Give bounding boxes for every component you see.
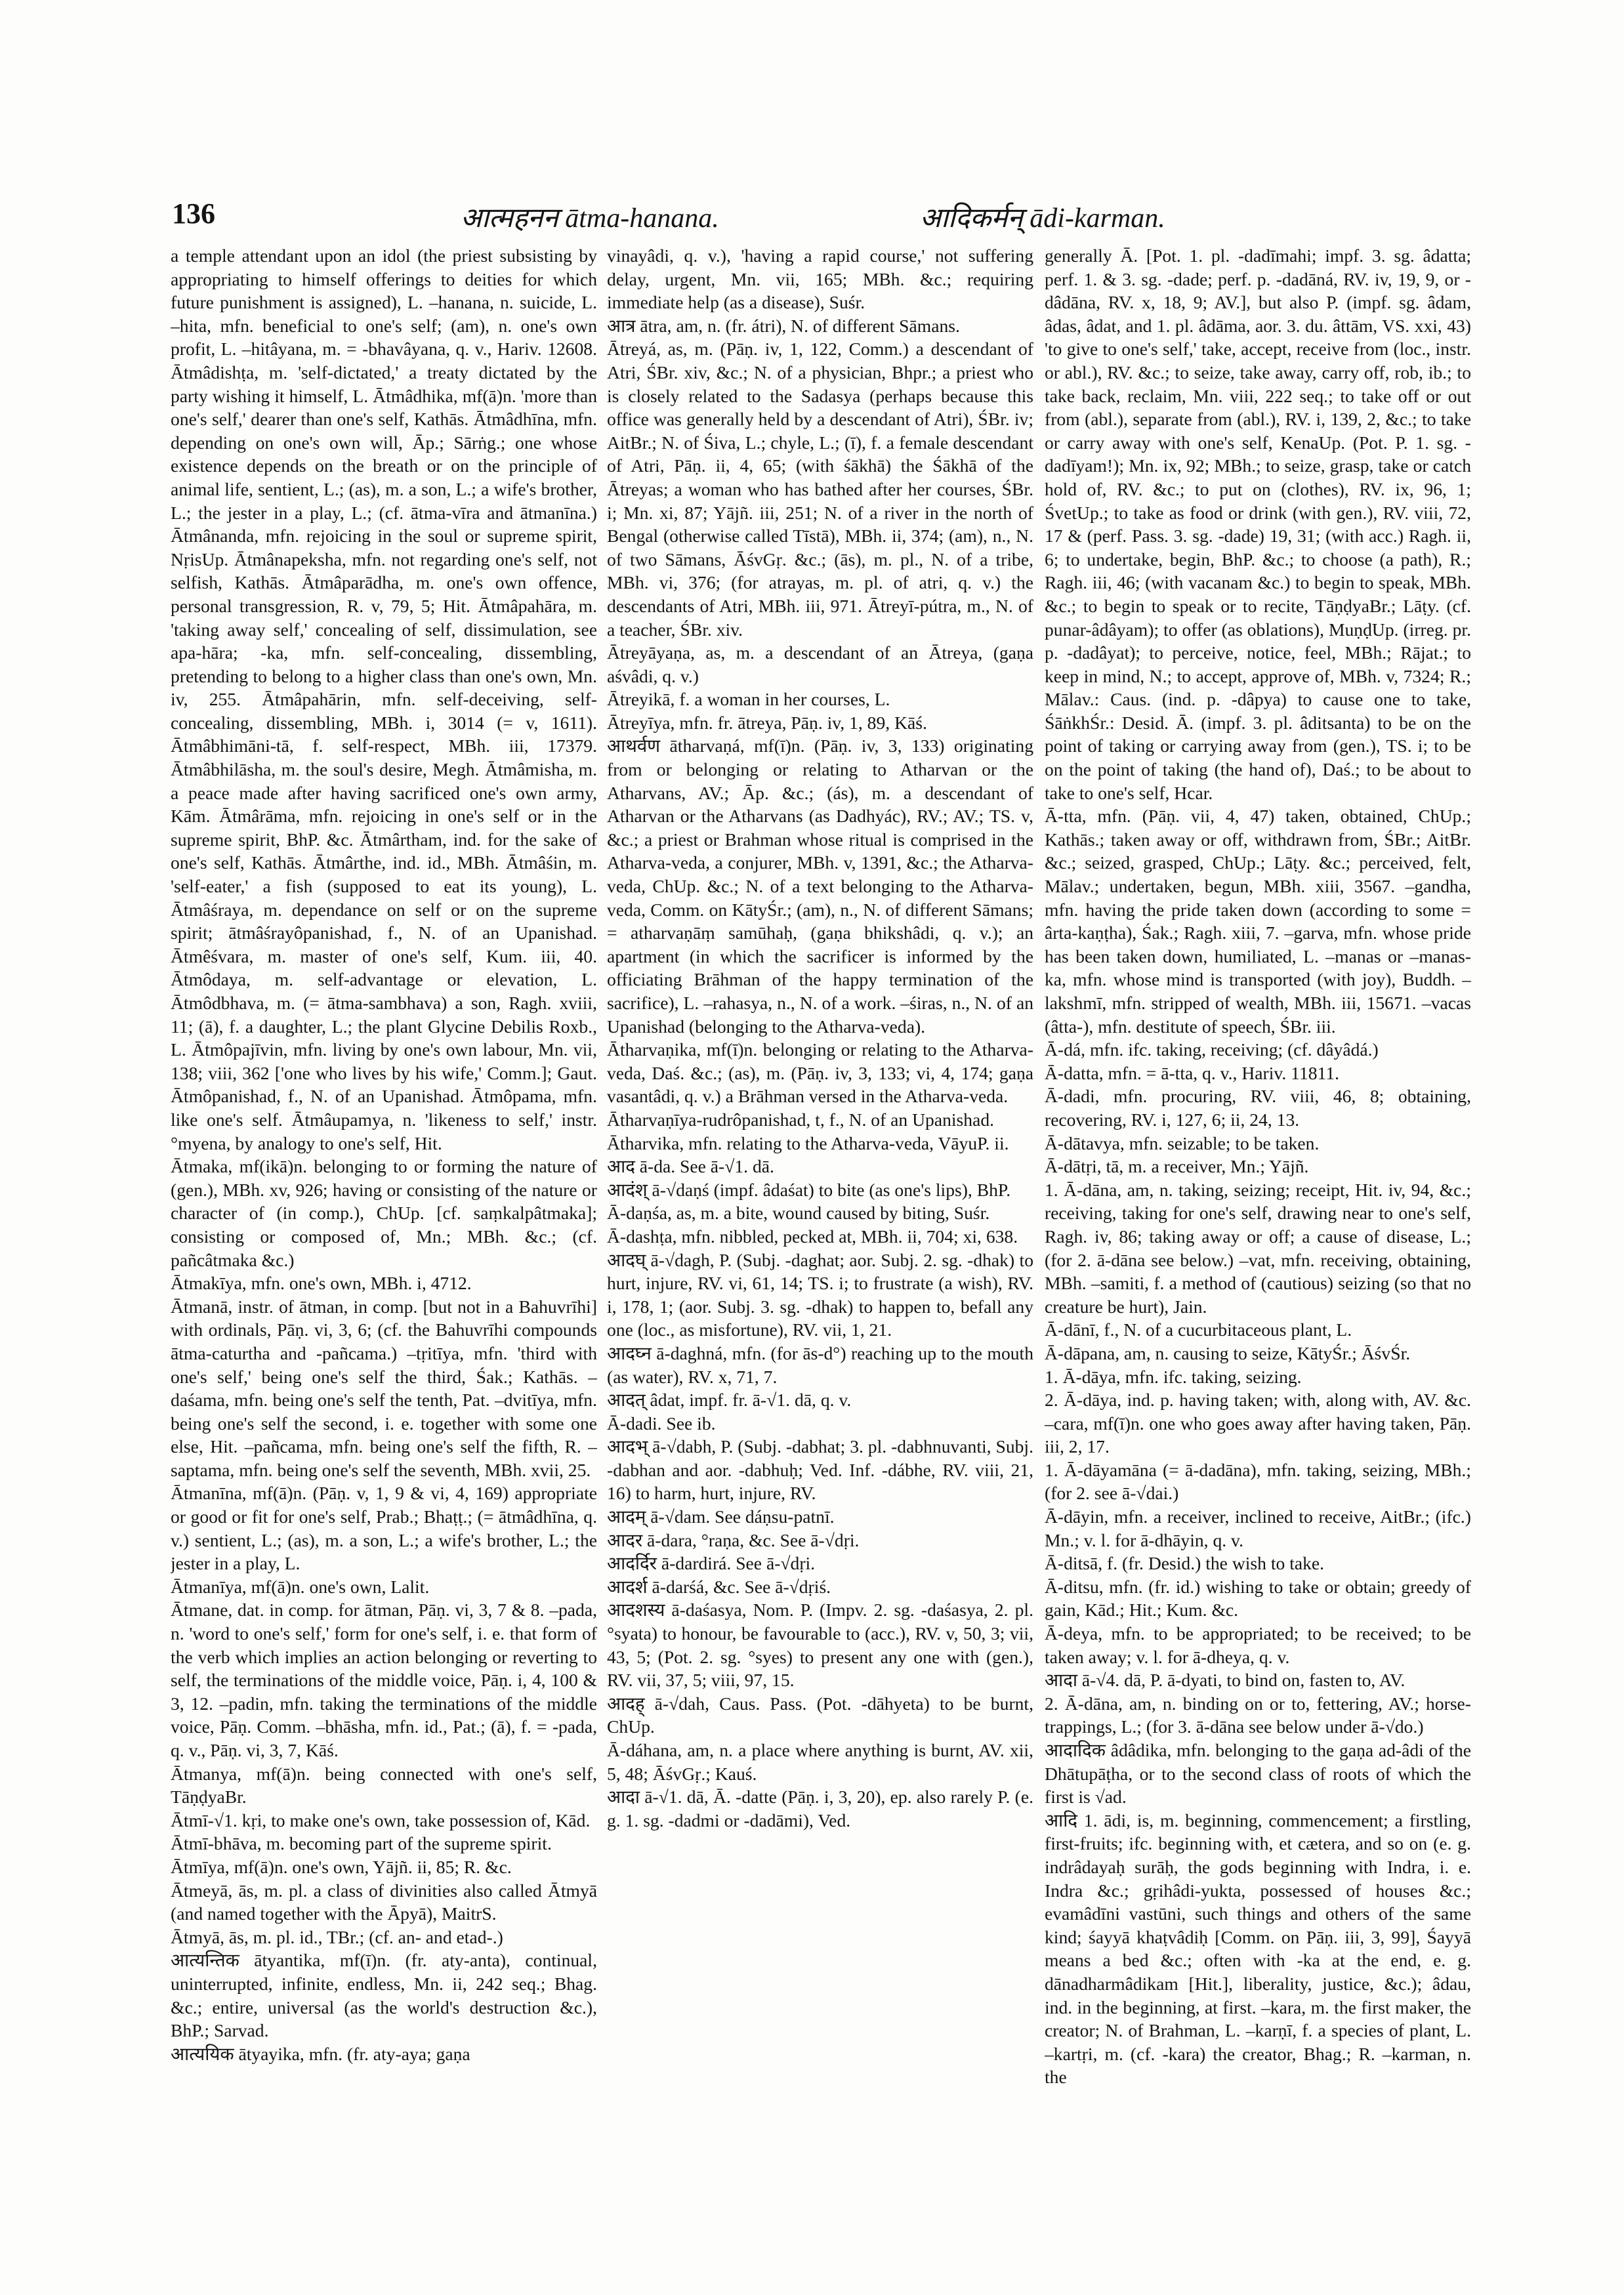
page-number: 136 [172,197,215,230]
dictionary-entry: Ātmīya, mf(ā)n. one's own, Yājñ. ii, 85; R. &c. [171,1856,512,1877]
dictionary-entry: Ātmanya, mf(ā)n. being connected with one's self, TāṇḍyaBr. [171,1763,597,1808]
dictionary-entry: आत्र ātra, am, n. (fr. átri), N. of different Sāmans. [607,315,960,336]
column-2 [607,244,1033,2265]
dictionary-entry: Ā-dāpana, am, n. causing to seize, KātyŚr.; ĀśvŚr. [1045,1342,1411,1363]
running-head-right: आदिकर्मन् ādi-karman. [920,203,1165,234]
dictionary-entry: vinayâdi, q. v.), 'having a rapid course,' not suffering delay, urgent, Mn. vii, 165; MBh. &c.; requiring immediate help (as a disease), Suśr. [607,245,1033,313]
dictionary-entry: generally Ā. [Pot. 1. pl. -dadīmahi; impf. 3. sg. âdatta; perf. 1. & 3. sg. -dade; perf. p. -dadāná, RV. iv, 19, 9, or -dâdāna, RV. x, 18, 9; AV.], but also P. (impf. sg. âdam, âdas, âdat, and 1. pl. âdāma, aor. 3. du. âttām, VS. xxi, 43) 'to give to one's self,' take, accept, receive from (loc., instr. or abl.), RV. &c.; to seize, take away, carry off, rob, ib.; to take back, reclaim, Mn. viii, 222 seq.; to take off or out from (abl.), separate from (abl.), RV. i, 139, 2, &c.; to take or carry away with one's self, KenaUp. (Pot. P. 1. sg. -dadīyam!); Mn. ix, 92; MBh.; to seize, grasp, take or catch hold of, RV. &c.; to put on (clothes), RV. ix, 96, 1; ŚvetUp.; to take as food or drink (with gen.), RV. viii, 72, 17 & (perf. Pass. 3. sg. -dade) 19, 31; (with acc.) Ragh. ii, 6; to undertake, begin, BhP. &c.; to choose (a path), R.; Ragh. iii, 46; (with vacanam &c.) to begin to speak, MBh. &c.; to begin to speak or to recite, TāṇḍyaBr.; Lāṭy. (cf. punar-âdâyam); to offer (as oblations), MuṇḍUp. (irreg. pr. p. -dadâyat); to perceive, notice, feel, MBh.; Rājat.; to keep in mind, N.; to accept, approve of, MBh. v, 7324; R.; Mālav.: Caus. (ind. p. -dâpya) to cause one to take, ŚāṅkhŚr.: Desid. Ā. (impf. 3. pl. âditsanta) to be on the point of taking or carrying away from (gen.), TS. i; to be on the point of taking (the hand of), Daś.; to be about to take to one's self, Hcar. [1045,245,1471,803]
dictionary-entry: आत्ययिक ātyayika, mfn. (fr. aty-aya; gaṇa [171,2043,470,2064]
dictionary-entry: Ā-dātavya, mfn. seizable; to be taken. [1045,1132,1320,1153]
dictionary-entry: आदर्दिर ā-dardirá. See ā-√dṛi. [607,1553,816,1574]
dictionary-entry: Ātmanīna, mf(ā)n. (Pāṇ. v, 1, 9 & vi, 4, 169) appropriate or good or fit for one's self, Prab.; Bhaṭṭ.; (= ātmâdhīna, q. v.) sentient, L.; (as), m. a son, L.; a wife's brother, L.; the jester in a play, L. [171,1483,597,1574]
dictionary-entry: Ā-dāyin, mfn. a receiver, inclined to receive, AitBr.; (ifc.) Mn.; v. l. for ā-dhāyin, q. v. [1045,1506,1471,1550]
dictionary-entry: Ā-tta, mfn. (Pāṇ. vii, 4, 47) taken, obtained, ChUp.; Kathās.; taken away or off, withdrawn from, ŚBr.; AitBr. &c.; seized, grasped, ChUp.; Lāṭy. &c.; perceived, felt, Mālav.; undertaken, begun, MBh. xiii, 3567. –gandha, mfn. having the pride taken down (according to some = ârta-kaṇṭha), Śak.; Ragh. xiii, 7. –garva, mfn. whose pride has been taken down, humiliated, L. –manas or –manas-ka, mfn. whose mind is transported (with joy), Buddh. –lakshmī, mfn. stripped of wealth, MBh. iii, 15671. –vacas (âtta-), mfn. destitute of speech, ŚBr. iii. [1045,806,1471,1037]
dictionary-entry: Ā-dānī, f., N. of a cucurbitaceous plant, L. [1045,1319,1352,1340]
dictionary-entry: Ātmakīya, mfn. one's own, MBh. i, 4712. [171,1273,472,1294]
dictionary-entry: 1. Ā-dāna, am, n. taking, seizing; receipt, Hit. iv, 94, &c.; receiving, taking for one's self, drawing near to one's self, Ragh. iv, 86; taking away or off; a cause of disease, L.; (for 2. ā-dāna see below.) –vat, mfn. receiving, obtaining, MBh. –samiti, f. a method of (cautious) seizing (so that no creature be hurt), Jain. [1045,1179,1471,1317]
dictionary-entry: आदघ् ā-√dagh, P. (Subj. -daghat; aor. Subj. 2. sg. -dhak) to hurt, injure, RV. vi, 61, 14; TS. i; to frustrate (a wish), RV. i, 178, 1; (aor. Subj. 3. sg. -dhak) to happen to, befall any one (loc., as misfortune), RV. vii, 1, 21. [607,1249,1033,1340]
dictionary-entry: आदघ्न ā-daghná, mfn. (for ās-d°) reaching up to the mouth (as water), RV. x, 71, 7. [607,1342,1033,1387]
dictionary-entry: Ātmī-bhāva, m. becoming part of the supreme spirit. [171,1833,552,1854]
dictionary-entry: आथर्वण ātharvaṇá, mf(ī)n. (Pāṇ. iv, 3, 133) originating from or belonging or relating to Atharvan or the Atharvans, AV.; Āp. &c.; (ás), m. a descendant of Atharvan or the Atharvans (as Dadhyác), RV.; AV.; TS. v, &c.; a priest or Brahman whose ritual is comprised in the Atharva-veda, a conjurer, MBh. v, 1391, &c.; the Atharva-veda, ChUp. &c.; N. of a text belonging to the Atharva-veda, Comm. on KātyŚr.; (am), n., N. of different Sāmans; = atharvaṇāṃ samūhaḥ, (gaṇa bhikshâdi, q. v.); an apartment (in which the sacrificer is informed by the officiating Brāhman of the happy termination of the sacrifice), L. –rahasya, n., N. of a work. –śiras, n., N. of an Upanishad (belonging to the Atharva-veda). [607,735,1033,1037]
dictionary-entry: Ātharvaṇīya-rudrôpanishad, t, f., N. of an Upanishad. [607,1109,995,1130]
dictionary-entry: आदभ् ā-√dabh, P. (Subj. -dabhat; 3. pl. -dabhnuvanti, Subj. -dabhan and aor. -dabhuḥ; Ved. Inf. -dábhe, RV. viii, 21, 16) to harm, hurt, injure, RV. [607,1436,1033,1504]
dictionary-entry: Ātmī-√1. kṛi, to make one's own, take possession of, Kād. [171,1809,591,1830]
dictionary-entry: Ātreyikā, f. a woman in her courses, L. [607,689,890,710]
dictionary-entry: आदा ā-√4. dā, P. ā-dyati, to bind on, fasten to, AV. [1045,1670,1405,1691]
dictionary-entry: आदर ā-dara, °raṇa, &c. See ā-√dṛi. [607,1529,860,1550]
dictionary-entry: 2. Ā-dāya, ind. p. having taken; with, along with, AV. &c. –cara, mf(ī)n. one who goes away after having taken, Pāṇ. iii, 2, 17. [1045,1390,1471,1457]
dictionary-entry: Ātharvaṇika, mf(ī)n. belonging or relating to the Atharva-veda, Daś. &c.; (as), m. (Pāṇ. iv, 3, 133; vi, 4, 174; gaṇa vasantâdi, q. v.) a Brāhman versed in the Atharva-veda. [607,1039,1033,1107]
dictionary-entry: आदम् ā-√dam. See dáṇsu-patnī. [607,1506,835,1527]
dictionary-entry: आदा ā-√1. dā, Ā. -datte (Pāṇ. i, 3, 20), ep. also rarely P. (e. g. 1. sg. -dadmi or -dadāmi), Ved. [607,1787,1033,1830]
dictionary-entry: Ātreyīya, mfn. fr. ātreya, Pāṇ. iv, 1, 89, Kāś. [607,712,927,733]
dictionary-entry: आदशस्य ā-daśasya, Nom. P. (Impv. 2. sg. -daśasya, 2. pl. °syata) to honour, be favourable to (acc.), RV. v, 50, 3; vii, 43, 5; (Pot. 2. sg. °syes) to present any one with (gen.), RV. vii, 37, 5; viii, 97, 15. [607,1600,1033,1691]
dictionary-entry: आदि 1. ādi, is, m. beginning, commencement; a firstling, first-fruits; ifc. beginning with, et cætera, and so on (e. g. indrâdayaḥ surāḥ, the gods beginning with Indra, i. e. Indra &c.; gṛihâdi-yukta, possessed of houses &c.; evamâdīni vastūni, such things and others of the same kind; śayyā khaṭvâdiḥ [Comm. on Pāṇ. iii, 3, 99], Śayyā means a bed &c.; often with -ka at the end, e. g. dānadharmâdikam [Hit.], liberality, justice, &c.); âdau, ind. in the beginning, at first. –kara, m. the first maker, the creator; N. of Brahman, L. –karṇī, f. a species of plant, L. –kartṛi, m. (cf. -kara) the creator, Bhag.; R. –karman, n. the [1045,1809,1471,2088]
dictionary-entry: Ā-dáhana, am, n. a place where anything is burnt, AV. xii, 5, 48; ĀśvGṛ.; Kauś. [607,1740,1033,1784]
column-3 [1045,244,1471,2265]
dictionary-entry: Ātmaka, mf(ikā)n. belonging to or forming the nature of (gen.), MBh. xv, 926; having or consisting of the nature or character of (in comp.), ChUp. [cf. saṃkalpâtmaka]; consisting or composed of, Mn.; MBh. &c.; (cf. pañcâtmaka &c.) [171,1156,597,1270]
dictionary-entry: 1. Ā-dāya, mfn. ifc. taking, seizing. [1045,1366,1302,1387]
dictionary-entry: आद ā-da. See ā-√1. dā. [607,1156,774,1177]
dictionary-entry: Ātreyá, as, m. (Pāṇ. iv, 1, 122, Comm.) a descendant of Atri, ŚBr. xiv, &c.; N. of a physician, Bhpr.; a priest who is closely related to the Sadasya (perhaps because this office was generally held by a descendant of Atri), ŚBr. iv; AitBr.; N. of Śiva, L.; chyle, L.; (ī), f. a female descendant of Atri, Pāṇ. ii, 4, 65; (with śākhā) the Śākhā of the Ātreyas; a woman who has bathed after her courses, ŚBr. i; Mn. xi, 87; Yājñ. iii, 251; N. of a river in the north of Bengal (otherwise called Tīstā), MBh. ii, 374; (am), n., N. of two Sāmans, ĀśvGṛ. &c.; (ās), m. pl., N. of a tribe, MBh. vi, 376; (for atrayas, m. pl. of atri, q. v.) the descendants of Atri, MBh. iii, 971. Ātreyī-pútra, m., N. of a teacher, ŚBr. xiv. [607,339,1033,640]
dictionary-entry: Ātharvika, mfn. relating to the Atharva-veda, VāyuP. ii. [607,1132,1009,1153]
dictionary-entry: Ā-dá, mfn. ifc. taking, receiving; (cf. dâyâdá.) [1045,1039,1379,1060]
running-head-left: आत्महनन ātma-hanana. [461,203,719,234]
dictionary-entry: Ātmyā, ās, m. pl. id., TBr.; (cf. an- and etad-.) [171,1926,503,1947]
dictionary-entry: Ātmeyā, ās, m. pl. a class of divinities also called Ātmyā (and named together with the Āpyā), MaitrS. [171,1880,597,1924]
dictionary-entry: Ā-ditsā, f. (fr. Desid.) the wish to take. [1045,1553,1325,1574]
dictionary-entry: Ātmane, dat. in comp. for ātman, Pāṇ. vi, 3, 7 & 8. –pada, n. 'word to one's self,' form for one's self, i. e. that form of the verb which implies an action belonging or reverting to self, the terminations of the middle voice, Pāṇ. i, 4, 100 & 3, 12. –padin, mfn. taking the terminations of the middle voice, Pāṇ. Comm. –bhāsha, mfn. id., Pat.; (ā), f. = -pada, q. v., Pāṇ. vi, 3, 7, Kāś. [171,1600,597,1760]
dictionary-entry: आदर्श ā-darśá, &c. See ā-√dṛiś. [607,1576,831,1597]
dictionary-entry: a temple attendant upon an idol (the priest subsisting by appropriating to himself offerings to deities for which future punishment is assigned), L. –hanana, n. suicide, L. –hita, mfn. beneficial to one's self; (am), n. one's own profit, L. –hitâyana, m. = -bhavâyana, q. v., Hariv. 12608. Ātmâdishṭa, m. 'self-dictated,' a treaty dictated by the party wishing it himself, L. Ātmâdhika, mf(ā)n. 'more than one's self,' dearer than one's self, Kathās. Ātmâdhīna, mfn. depending on one's own will, Āp.; Sārṅg.; one whose existence depends on the breath or on the principle of animal life, sentient, L.; (as), m. a son, L.; a wife's brother, L.; the jester in a play, L.; (cf. ātma-vīra and ātmanīna.) Ātmânanda, mfn. rejoicing in the soul or supreme spirit, NṛisUp. Ātmânapeksha, mfn. not regarding one's self, not selfish, Kathās. Ātmâparādha, m. one's own offence, personal transgression, R. v, 79, 5; Hit. Ātmâpahāra, m. 'taking away self,' concealing of self, dissimulation, see apa-hāra; -ka, mfn. self-concealing, dissembling, pretending to belong to a higher class than one's own, Mn. iv, 255. Ātmâpahārin, mfn. self-deceiving, self-concealing, dissembling, MBh. i, 3014 (= v, 1611). Ātmâbhimāni-tā, f. self-respect, MBh. iii, 17379. Ātmâbhilāsha, m. the soul's desire, Megh. Ātmâmisha, m. a peace made after having sacrificed one's own army, Kām. Ātmârāma, mfn. rejoicing in one's self or in the supreme spirit, BhP. &c. Ātmârtham, ind. for the sake of one's self, Kathās. Ātmârthe, ind. id., MBh. Ātmâśin, m. 'self-eater,' a fish (supposed to eat its young), L. Ātmâśraya, m. dependance on self or on the supreme spirit; ātmâśrayôpanishad, f., N. of an Upanishad. Ātmêśvara, m. master of one's self, Kum. iii, 40. Ātmôdaya, m. self-advantage or elevation, L. Ātmôdbhava, m. (= ātma-sambhava) a son, Ragh. xviii, 11; (ā), f. a daughter, L.; the plant Glycine Debilis Roxb., L. Ātmôpajīvin, mfn. living by one's own labour, Mn. vii, 138; viii, 362 ['one who lives by his wife,' Comm.]; Gaut. Ātmôpanishad, f., N. of an Upanishad. Ātmôpama, mfn. like one's self. Ātmâupamya, n. 'likeness to self,' instr. °myena, by analogy to one's self, Hit. [171,245,597,1153]
dictionary-entry: Ā-dadi. See ib. [607,1413,716,1434]
dictionary-entry: आदह् ā-√dah, Caus. Pass. (Pot. -dāhyeta) to be burnt, ChUp. [607,1693,1033,1737]
dictionary-entry: आत्यन्तिक ātyantika, mf(ī)n. (fr. aty-anta), continual, uninterrupted, infinite, endless, Mn. ii, 242 seq.; Bhag. &c.; entire, universal (as the world's destruction &c.), BhP.; Sarvad. [171,1950,597,2041]
dictionary-entry: 1. Ā-dāyamāna (= ā-dadāna), mfn. taking, seizing, MBh.; (for 2. see ā-√dai.) [1045,1459,1471,1504]
dictionary-entry: Ā-deya, mfn. to be appropriated; to be received; to be taken away; v. l. for ā-dheya, q. v. [1045,1623,1471,1667]
dictionary-entry: Ā-dadi, mfn. procuring, RV. viii, 46, 8; obtaining, recovering, RV. i, 127, 6; ii, 24, 13. [1045,1086,1471,1130]
dictionary-entry: आदादिक âdâdika, mfn. belonging to the gaṇa ad-âdi of the Dhātupāṭha, or to the second class of roots of which the first is √ad. [1045,1740,1471,1808]
dictionary-entry: आदत् âdat, impf. fr. ā-√1. dā, q. v. [607,1390,852,1411]
dictionary-entry: Ā-dātṛi, tā, m. a receiver, Mn.; Yājñ. [1045,1156,1309,1177]
dictionary-entry: Ātmanīya, mf(ā)n. one's own, Lalit. [171,1576,430,1597]
dictionary-entry: Ā-ditsu, mfn. (fr. id.) wishing to take or obtain; greedy of gain, Kād.; Hit.; Kum. &c. [1045,1576,1471,1621]
dictionary-entry: Ā-daṇśa, as, m. a bite, wound caused by biting, Suśr. [607,1203,990,1224]
page-header [172,197,1478,236]
dictionary-entry: आदंश् ā-√daṇś (impf. âdaśat) to bite (as one's lips), BhP. [607,1179,1011,1200]
dictionary-entry: Ā-dashṭa, mfn. nibbled, pecked at, MBh. ii, 704; xi, 638. [607,1226,1018,1247]
dictionary-entry: Ā-datta, mfn. = ā-tta, q. v., Hariv. 11811. [1045,1062,1340,1083]
dictionary-entry: Ātreyāyaṇa, as, m. a descendant of an Ātreya, (gaṇa aśvâdi, q. v.) [607,642,1033,686]
dictionary-entry: 2. Ā-dāna, am, n. binding on or to, fettering, AV.; horse-trappings, L.; (for 3. ā-dāna see below under ā-√do.) [1045,1693,1471,1737]
column-1 [171,244,597,2265]
dictionary-entry: Ātmanā, instr. of ātman, in comp. [but not in a Bahuvrīhi] with ordinals, Pāṇ. vi, 3, 6; (cf. the Bahuvrīhi compounds ātma-caturtha and -pañcama.) –tṛitīya, mfn. 'third with one's self,' being one's self the third, Śak.; Kathās. –daśama, mfn. being one's self the tenth, Pat. –dvitīya, mfn. being one's self the second, i. e. together with some one else, Hit. –pañcama, mfn. being one's self the fifth, R. –saptama, mfn. being one's self the seventh, MBh. xvii, 25. [171,1296,597,1480]
